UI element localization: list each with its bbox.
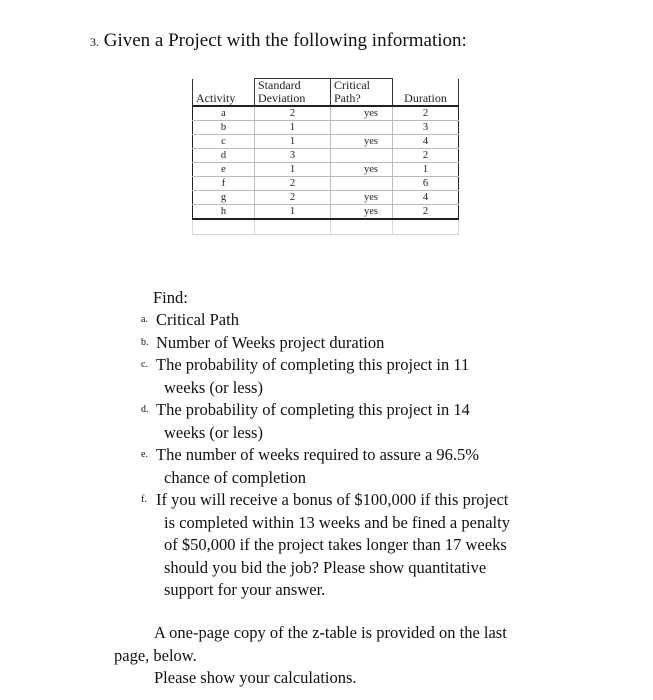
header-activity: Activity (193, 79, 255, 107)
cell-duration: 2 (393, 106, 459, 121)
find-item-text-block (156, 399, 593, 444)
find-item-continuation: is completed within 13 weeks and be fined a penalty of $50,000 if the project takes longer than 17 weeks should you bid the job? Please show quantitative support for your answer. (164, 512, 510, 599)
find-item-label: c. (141, 359, 148, 370)
cell-activity: e (193, 163, 255, 177)
find-item-label: b. (141, 336, 149, 348)
cell-duration: 6 (393, 177, 459, 191)
find-item-text: The probability of completing this project in 14 (156, 400, 470, 419)
find-item (141, 444, 593, 489)
table-blank-row (193, 219, 459, 235)
cell-critical-path: yes (331, 205, 393, 220)
cell-critical-path: yes (331, 163, 393, 177)
cell-duration: 1 (393, 163, 459, 177)
find-item-continuation: chance of completion (164, 467, 307, 487)
cell-std-deviation: 3 (255, 149, 331, 163)
table-row (193, 135, 459, 149)
blank-cell (393, 219, 459, 235)
cell-activity: a (193, 106, 255, 121)
footer-note (114, 622, 584, 690)
footer-line-2: page, below. (114, 645, 197, 665)
find-item (141, 354, 593, 399)
find-item-text: The number of weeks required to assure a 96.5% (156, 445, 480, 464)
cell-duration: 4 (393, 191, 459, 205)
table-row (193, 106, 459, 121)
find-item-text: If you will receive a bonus of $100,000 if this project (156, 490, 509, 509)
question-title (90, 30, 467, 52)
table-row (193, 149, 459, 163)
cell-activity: d (193, 149, 255, 163)
cell-duration: 4 (393, 135, 459, 149)
find-item-label: a. (141, 314, 148, 325)
activity-table (192, 78, 459, 235)
cell-std-deviation: 1 (255, 135, 331, 149)
table-header-row (193, 79, 459, 107)
find-item-text-block (156, 354, 593, 399)
find-item-text: The probability of completing this project in 11 (156, 355, 470, 374)
table-row (193, 205, 459, 220)
find-item-continuation: weeks (or less) (164, 377, 263, 397)
cell-std-deviation: 1 (255, 163, 331, 177)
cell-std-deviation: 2 (255, 106, 331, 121)
table-row (193, 163, 459, 177)
cell-activity: b (193, 121, 255, 135)
header-duration: Duration (393, 79, 459, 107)
find-item-text-block (156, 332, 593, 355)
cell-critical-path: yes (331, 135, 393, 149)
cell-activity: f (193, 177, 255, 191)
find-item (141, 399, 593, 444)
cell-activity: h (193, 205, 255, 220)
footer-line-1: A one-page copy of the z-table is provided on the last (154, 623, 507, 642)
cell-duration: 2 (393, 205, 459, 220)
find-item-label: f. (141, 494, 147, 505)
cell-duration: 3 (393, 121, 459, 135)
find-item-text-block (156, 489, 593, 602)
cell-activity: g (193, 191, 255, 205)
footer-line-3: Please show your calculations. (154, 668, 357, 687)
find-item-text: Number of Weeks project duration (156, 332, 385, 352)
find-item (141, 489, 593, 602)
cell-critical-path (331, 121, 393, 135)
cell-critical-path (331, 149, 393, 163)
find-item-continuation: weeks (or less) (164, 422, 263, 442)
activity-table-wrapper (192, 78, 459, 235)
header-standard-deviation: Standard Deviation (255, 79, 331, 107)
find-item (141, 309, 593, 332)
blank-cell (331, 219, 393, 235)
cell-critical-path: yes (331, 191, 393, 205)
find-item-text: Critical Path (156, 310, 239, 329)
cell-std-deviation: 1 (255, 205, 331, 220)
cell-critical-path (331, 177, 393, 191)
cell-activity: c (193, 135, 255, 149)
find-item-text-block (156, 309, 593, 332)
header-critical-path: Critical Path? (331, 79, 393, 107)
find-item (141, 332, 593, 355)
cell-std-deviation: 2 (255, 177, 331, 191)
table-row (193, 121, 459, 135)
find-item-label: d. (141, 404, 149, 415)
find-item-label: e. (141, 449, 148, 460)
table-row (193, 191, 459, 205)
question-number: 3. (90, 35, 99, 49)
cell-std-deviation: 2 (255, 191, 331, 205)
blank-cell (193, 219, 255, 235)
cell-std-deviation: 1 (255, 121, 331, 135)
question-text: Given a Project with the following information: (103, 30, 467, 51)
find-item-text-block (156, 444, 593, 489)
find-list (141, 309, 593, 602)
cell-duration: 2 (393, 149, 459, 163)
table-row (193, 177, 459, 191)
find-heading: Find: (153, 288, 188, 307)
cell-critical-path: yes (331, 106, 393, 121)
blank-cell (255, 219, 331, 235)
